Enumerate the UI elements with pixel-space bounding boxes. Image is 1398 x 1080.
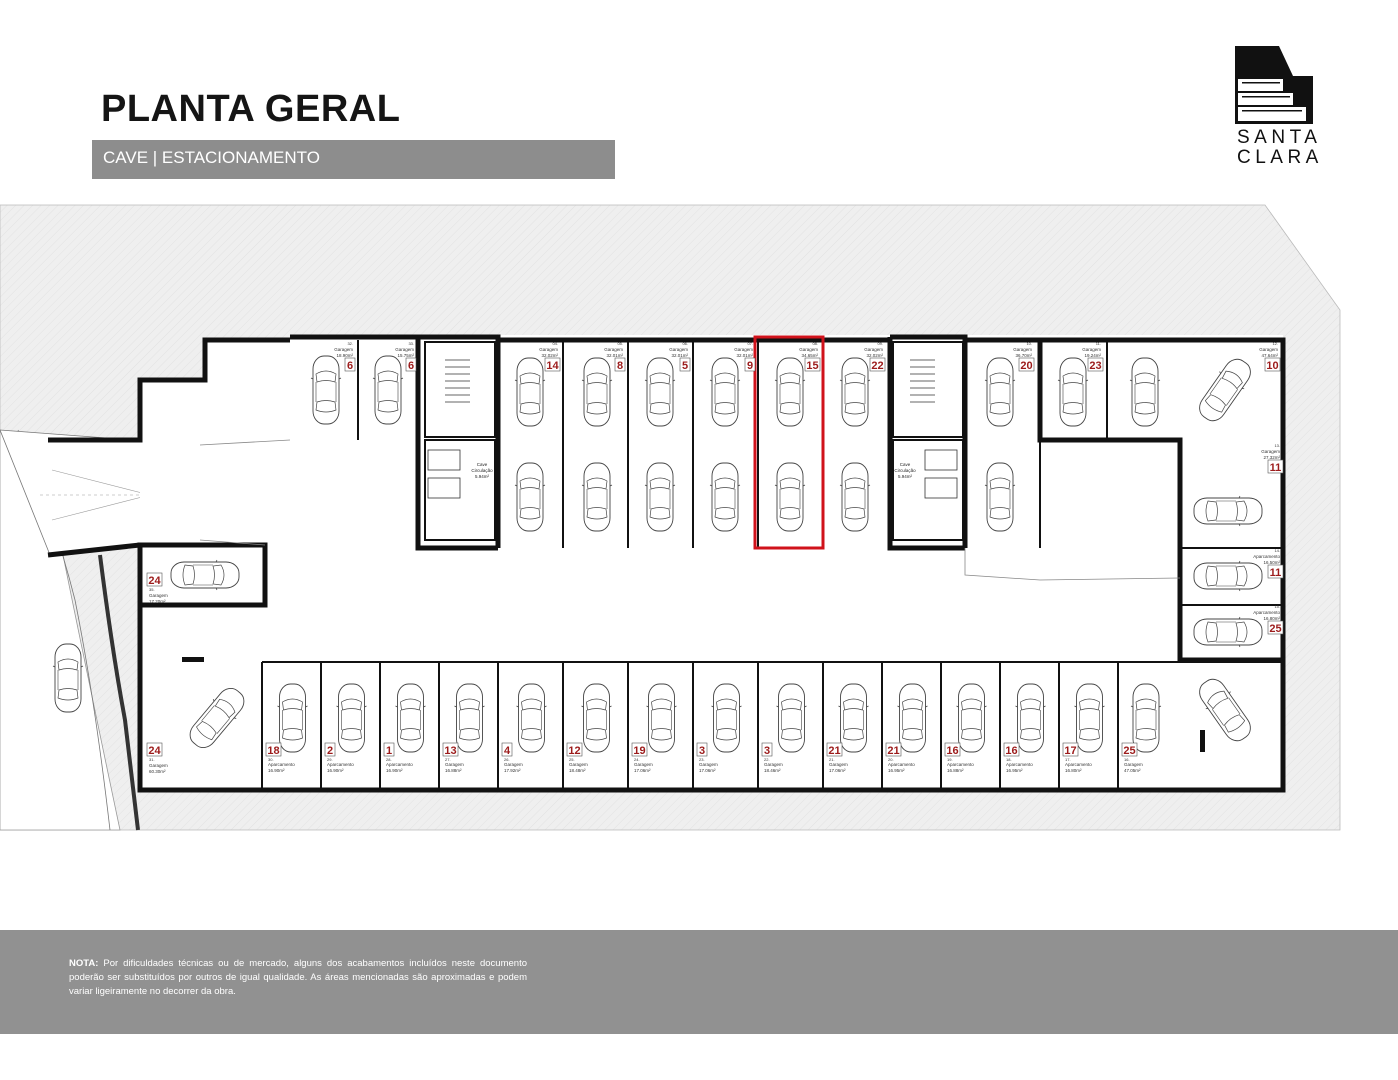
space-number: 19 — [633, 745, 646, 757]
space-number: 21 — [887, 745, 900, 757]
car-icon — [515, 463, 545, 531]
car-icon — [647, 684, 677, 752]
stair-label-left-line2: Circulação — [471, 468, 493, 473]
space-area: 16.95m² — [888, 768, 905, 773]
space-area: 16.80m² — [1263, 616, 1280, 621]
space-number: 17 — [1064, 745, 1077, 757]
space-area: 17.20m² — [149, 599, 166, 604]
space-number: 16 — [1005, 745, 1018, 757]
car-icon — [775, 358, 805, 426]
space-type: Garagem — [504, 762, 523, 767]
space-code: 16. — [1124, 757, 1130, 762]
space-type: Garagem — [764, 762, 783, 767]
space-number: 18 — [267, 745, 280, 757]
space-number: 20 — [1020, 360, 1033, 372]
space-area: 17.92m² — [504, 768, 521, 773]
car-icon — [957, 684, 987, 752]
space-type: Aparcamento — [386, 762, 413, 767]
space-area: 16.95m² — [1006, 768, 1023, 773]
car-icon — [1131, 684, 1161, 752]
space-code: 35. — [149, 587, 155, 592]
car-icon — [582, 358, 612, 426]
space-number: 5 — [681, 360, 689, 372]
space-area: 32.02m² — [866, 353, 883, 358]
car-icon — [840, 463, 870, 531]
space-type: Aparcamento — [947, 762, 974, 767]
space-type: Aparcamento — [1253, 610, 1280, 615]
space-number: 25 — [1269, 623, 1282, 635]
space-number: 2 — [326, 745, 334, 757]
space-type: Garagem — [669, 347, 688, 352]
space-code: 06. — [682, 341, 688, 346]
car-icon — [311, 356, 341, 424]
space-number: 22 — [871, 360, 884, 372]
space-area: 32.01m² — [671, 353, 688, 358]
space-number: 6 — [407, 360, 415, 372]
space-code: 19. — [947, 757, 953, 762]
space-code: 25. — [569, 757, 575, 762]
space-number: 16 — [946, 745, 959, 757]
space-number: 8 — [616, 360, 624, 372]
space-number: 4 — [503, 745, 511, 757]
space-code: 32. — [347, 341, 353, 346]
space-code: 23. — [699, 757, 705, 762]
space-area: 27.32m² — [1263, 455, 1280, 460]
space-code: 27. — [445, 757, 451, 762]
space-type: Garagem — [1124, 762, 1143, 767]
space-type: Garagem — [539, 347, 558, 352]
space-type: Garagem — [1259, 347, 1278, 352]
space-number: 21 — [828, 745, 841, 757]
car-icon — [582, 463, 612, 531]
car-icon — [775, 463, 805, 531]
space-area: 16.80m² — [1065, 768, 1082, 773]
car-icon — [1194, 496, 1262, 526]
space-code: 09. — [877, 341, 883, 346]
space-area: 32.02m² — [541, 353, 558, 358]
space-code: 17. — [1065, 757, 1071, 762]
space-code: 13. — [1274, 443, 1280, 448]
space-type: Aparcamento — [1065, 762, 1092, 767]
space-number: 25 — [1123, 745, 1136, 757]
space-code: 10. — [1026, 341, 1032, 346]
logo-line-2: CLARA — [1237, 147, 1323, 168]
space-type: Garagem — [829, 762, 848, 767]
space-type: Garagem — [149, 763, 168, 768]
space-area: 34.65m² — [801, 353, 818, 358]
car-icon — [712, 684, 742, 752]
car-icon — [337, 684, 367, 752]
car-icon — [455, 684, 485, 752]
space-number: 3 — [698, 745, 706, 757]
space-type: Garagem — [149, 593, 168, 598]
space-code: 11. — [1095, 341, 1101, 346]
space-area: 47.05m² — [1124, 768, 1141, 773]
space-type: Garagem — [334, 347, 353, 352]
space-area: 60.30m² — [149, 769, 166, 774]
space-number: 23 — [1089, 360, 1102, 372]
space-number: 13 — [444, 745, 457, 757]
space-number: 11 — [1269, 462, 1282, 474]
space-code: 20. — [888, 757, 894, 762]
space-area: 15.75m² — [397, 353, 414, 358]
car-icon — [645, 463, 675, 531]
space-type: Garagem — [634, 762, 653, 767]
car-icon — [710, 463, 740, 531]
stair-label-right-line3: 5.94m² — [897, 474, 913, 479]
car-icon — [985, 358, 1015, 426]
car-icon — [1075, 684, 1105, 752]
space-code: 21. — [829, 757, 835, 762]
space-type: Garagem — [1013, 347, 1032, 352]
space-code: 14. — [1274, 548, 1280, 553]
space-area: 18.48m² — [569, 768, 586, 773]
space-area: 16.50m² — [1263, 560, 1280, 565]
space-area: 47.64m² — [1261, 353, 1278, 358]
car-icon — [582, 684, 612, 752]
car-icon — [1058, 358, 1088, 426]
car-icon — [985, 463, 1015, 531]
stair-label-left-line3: 5.94m² — [474, 474, 490, 479]
car-icon — [278, 684, 308, 752]
space-area: 16.88m² — [445, 768, 462, 773]
car-icon — [53, 644, 83, 712]
logo-line-1: SANTA — [1237, 127, 1322, 148]
space-code: 33. — [408, 341, 414, 346]
page-title: PLANTA GERAL — [101, 88, 401, 130]
car-icon — [710, 358, 740, 426]
space-code: 15. — [1274, 604, 1280, 609]
space-area: 32.01m² — [606, 353, 623, 358]
space-number: 12 — [568, 745, 581, 757]
space-area: 17.06m² — [829, 768, 846, 773]
footnote — [69, 957, 527, 999]
space-code: 24. — [634, 757, 640, 762]
car-icon — [373, 356, 403, 424]
space-type: Garagem — [1082, 347, 1101, 352]
space-code: 30. — [268, 757, 274, 762]
space-type: Aparcamento — [1006, 762, 1033, 767]
space-code: 08. — [812, 341, 818, 346]
space-number: 11 — [1269, 567, 1282, 579]
car-icon — [1194, 561, 1262, 591]
space-type: Aparcamento — [888, 762, 915, 767]
space-area: 16.90m² — [327, 768, 344, 773]
space-type: Aparcamento — [268, 762, 295, 767]
stair-label-right-line1: Cave — [899, 462, 911, 467]
space-type: Garagem — [864, 347, 883, 352]
space-area: 16.90m² — [386, 768, 403, 773]
space-area: 32.01m² — [736, 353, 753, 358]
space-number: 14 — [546, 360, 559, 372]
space-type: Garagem — [569, 762, 588, 767]
space-number: 15 — [806, 360, 819, 372]
space-area: 18.90m² — [336, 353, 353, 358]
space-area: 17.06m² — [699, 768, 716, 773]
space-area: 19.24m² — [1084, 353, 1101, 358]
space-area: 16.90m² — [268, 768, 285, 773]
stair-label-left-line1: Cave — [476, 462, 488, 467]
space-code: 04. — [552, 341, 558, 346]
space-type: Garagem — [395, 347, 414, 352]
space-code: 12. — [1272, 341, 1278, 346]
car-icon — [517, 684, 547, 752]
space-number: 1 — [385, 745, 393, 757]
space-number: 9 — [746, 360, 754, 372]
space-code: 26. — [504, 757, 510, 762]
space-type: Garagem — [604, 347, 623, 352]
space-area: 18.46m² — [764, 768, 781, 773]
space-type: Garagem — [734, 347, 753, 352]
space-area: 16.88m² — [947, 768, 964, 773]
car-icon — [396, 684, 426, 752]
stair-label-right-line2: Circulação — [894, 468, 916, 473]
note-label: NOTA: — [69, 958, 99, 969]
page-subtitle: CAVE | ESTACIONAMENTO — [103, 148, 320, 167]
space-type: Aparcamento — [327, 762, 354, 767]
space-code: 28. — [386, 757, 392, 762]
space-area: 17.06m² — [634, 768, 651, 773]
building-slab — [140, 335, 1283, 790]
space-code: 22. — [764, 757, 770, 762]
space-number: 6 — [346, 360, 354, 372]
space-type: Garagem — [1261, 449, 1280, 454]
space-area: 36.70m² — [1015, 353, 1032, 358]
space-code: 18. — [1006, 757, 1012, 762]
space-type: Garagem — [799, 347, 818, 352]
space-type: Aparcamento — [1253, 554, 1280, 559]
car-icon — [171, 560, 239, 590]
note-text: Por dificuldades técnicas ou de mercado, alguns dos acabamentos incluídos neste documento poderão ser substituídos por outros de igual qualidade. As áreas mencionadas são aproximadas e podem variar ligeiramente no decorrer da obra. — [69, 958, 527, 997]
car-icon — [898, 684, 928, 752]
space-number: 3 — [763, 745, 771, 757]
car-icon — [1130, 358, 1160, 426]
car-icon — [645, 358, 675, 426]
car-icon — [839, 684, 869, 752]
space-number: 24 — [148, 745, 161, 757]
space-type: Garagem — [699, 762, 718, 767]
stair-core-left — [425, 342, 495, 540]
space-code: 31. — [149, 757, 155, 762]
space-number: 10 — [1266, 360, 1279, 372]
car-icon — [515, 358, 545, 426]
car-icon — [777, 684, 807, 752]
space-number: 24 — [148, 575, 161, 587]
space-code: 07. — [747, 341, 753, 346]
space-type: Garagem — [445, 762, 464, 767]
car-icon — [840, 358, 870, 426]
space-code: 29. — [327, 757, 333, 762]
stair-core-right — [893, 342, 963, 540]
car-icon — [1016, 684, 1046, 752]
space-code: 05. — [617, 341, 623, 346]
car-icon — [1194, 617, 1262, 647]
